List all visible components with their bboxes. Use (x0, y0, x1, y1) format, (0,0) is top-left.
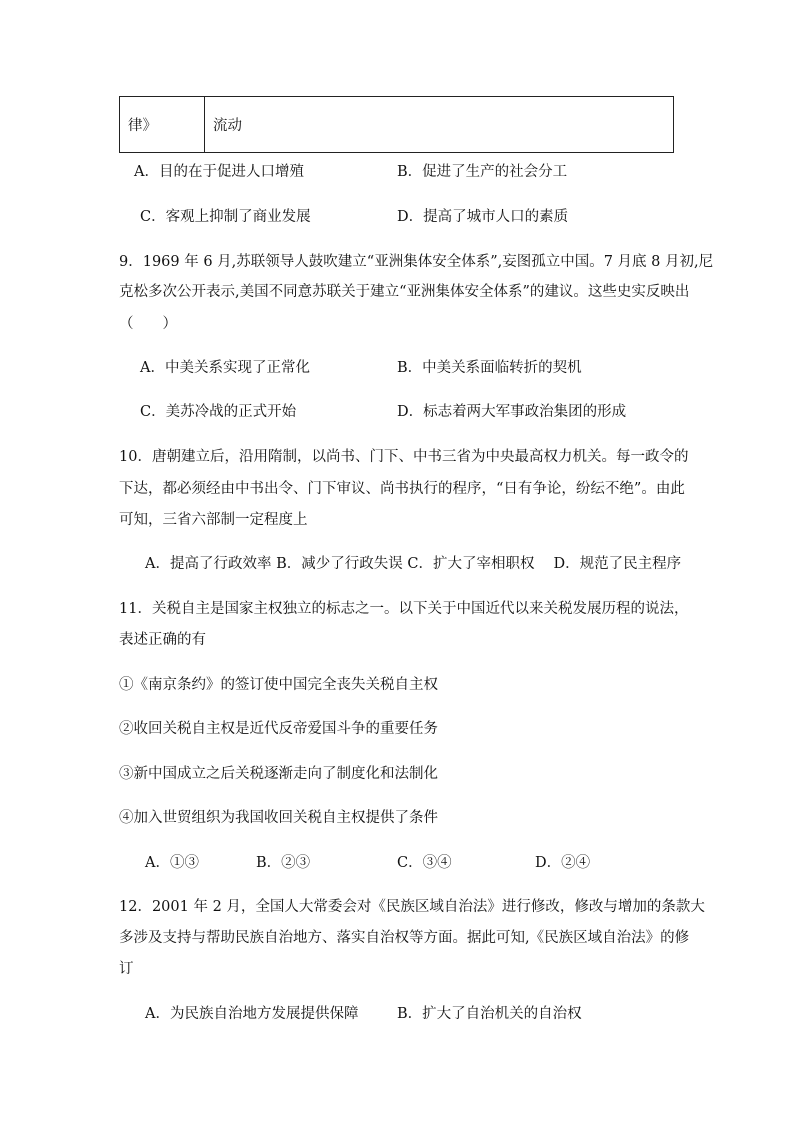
q9-option-a: A．中美关系实现了正常化 (140, 360, 310, 376)
q8-option-d: D．提高了城市人口的素质 (397, 209, 569, 225)
q9-option-d: D．标志着两大军事政治集团的形成 (397, 404, 627, 420)
q10-stem-line-3: 可知，三省六部制一定程度上 (119, 512, 308, 528)
q11-option-b: B．②③ (256, 855, 311, 871)
q11-statement: ①《南京条约》的签订使中国完全丧失关税自主权 (119, 677, 438, 693)
q12-stem-line-3: 订 (119, 961, 134, 977)
q12-stem-line-1: 12．2001 年 2 月，全国人大常委会对《民族区域自治法》进行修改，修改与增加的条款大 (119, 899, 705, 915)
q9-answer-blank: （ ） (119, 316, 177, 332)
q8-option-c: C．客观上抑制了商业发展 (140, 209, 311, 225)
q12-stem-line-2: 多涉及支持与帮助民族自治地方、落实自治权等方面。据此可知,《民族区域自治法》的修 (119, 930, 690, 946)
q8-option-a: A．目的在于促进人口增殖 (134, 164, 304, 180)
table-cell-right: 流动 (205, 97, 674, 153)
q11-option-a: A．①③ (145, 855, 199, 871)
q11-statement: ③新中国成立之后关税逐渐走向了制度化和法制化 (119, 766, 438, 782)
q11-stem-line-1: 11．关税自主是国家主权独立的标志之一。以下关于中国近代以来关税发展历程的说法， (119, 601, 689, 617)
q10-stem-line-2: 下达，都必须经由中书出令、门下审议、尚书执行的程序，“日有争论，纷纭不绝”。由此 (119, 481, 685, 497)
q10-options: A．提高了行政效率 B．减少了行政失误 C．扩大了宰相职权 D．规范了民主程序 (145, 556, 682, 572)
table-row (120, 97, 674, 153)
q11-stem-line-2: 表述正确的有 (119, 632, 206, 648)
q11-statement: ④加入世贸组织为我国收回关税自主权提供了条件 (119, 810, 438, 826)
q11-option-c: C．③④ (397, 855, 452, 871)
table-cell-left: 律》 (120, 97, 205, 153)
q9-stem-line-2: 克松多次公开表示,美国不同意苏联关于建立“亚洲集体安全体系”的建议。这些史实反映出 (119, 284, 690, 300)
table-fragment (119, 96, 674, 153)
q11-statement: ②收回关税自主权是近代反帝爱国斗争的重要任务 (119, 721, 438, 737)
q12-option-a: A．为民族自治地方发展提供保障 (145, 1006, 359, 1022)
q9-stem-line-1: 9．1969 年 6 月,苏联领导人鼓吹建立“亚洲集体安全体系”,妄图孤立中国。7 月底 8 月初,尼 (119, 254, 714, 270)
q11-option-d: D．②④ (535, 855, 591, 871)
q8-option-b: B．促进了生产的社会分工 (397, 164, 568, 180)
q9-option-b: B．中美关系面临转折的契机 (397, 360, 582, 376)
q10-stem-line-1: 10．唐朝建立后，沿用隋制，以尚书、门下、中书三省为中央最高权力机关。每一政令的 (119, 449, 689, 465)
q9-option-c: C．美苏冷战的正式开始 (140, 404, 297, 420)
q12-option-b: B．扩大了自治机关的自治权 (397, 1006, 582, 1022)
